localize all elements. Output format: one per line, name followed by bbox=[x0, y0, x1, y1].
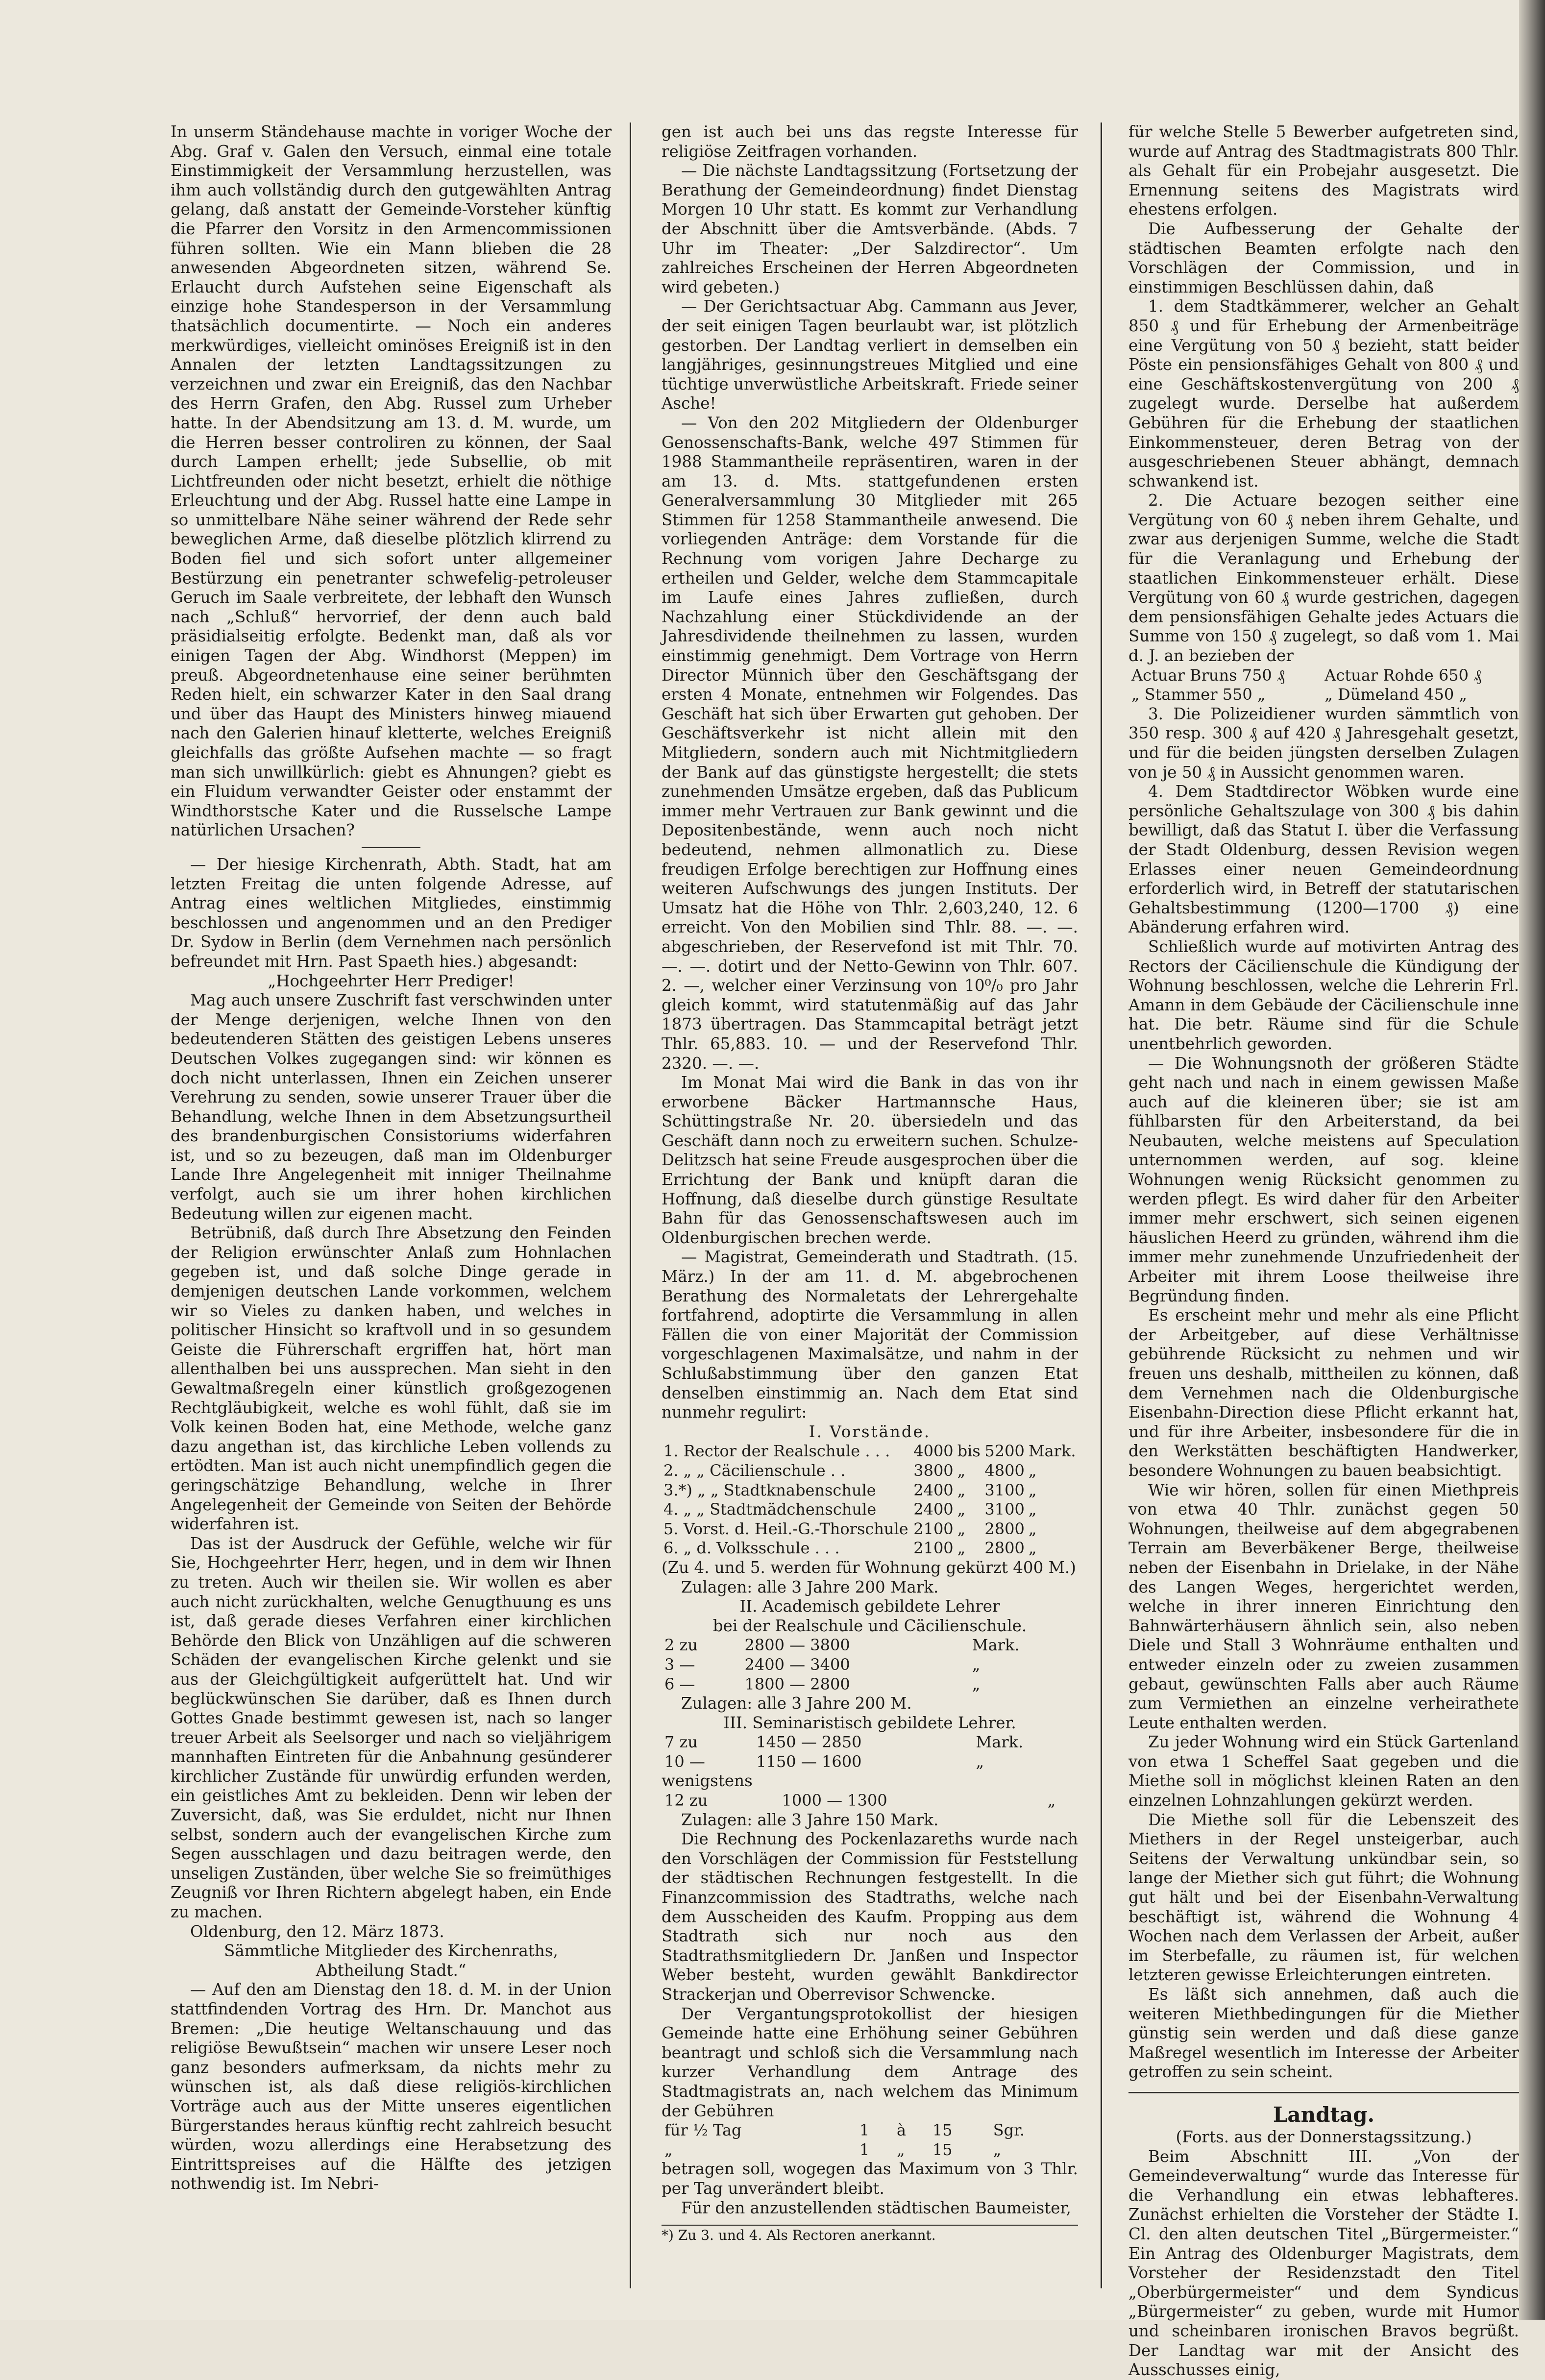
column-rule bbox=[1101, 123, 1102, 2288]
salary-row bbox=[662, 1500, 1078, 1520]
column-rule bbox=[630, 123, 631, 2288]
article-landtagssitzung: — Die nächste Landtagssitzung (Fortsetzung der Berathung der Gemeindeordnung) findet Dienstag Morgen 10 Uhr statt. Es kommt zur Verhandlung der Abschnitt über die Amtsverbände. (Abds. 7 Uhr im Theater: „Der Salzdirector“. Um zahlreiches Erscheinen der Herren Abgeordneten wird gebeten.) bbox=[662, 161, 1078, 296]
salary-row-cell: „ bbox=[1028, 1500, 1037, 1519]
salary-row-cell: 2400 bbox=[913, 1500, 954, 1519]
section-rule bbox=[1128, 2092, 1519, 2093]
salary-row-cell: Mark. bbox=[972, 1636, 1020, 1655]
salary-row-cell: 4000 bbox=[913, 1442, 954, 1461]
salary-table-academic bbox=[662, 1636, 1078, 1694]
salary-row-cell: 2800 bbox=[984, 1519, 1025, 1538]
table-zulagen-2: Zulagen: alle 3 Jahre 200 M. bbox=[681, 1694, 912, 1713]
salary-row-cell: „ bbox=[957, 1519, 966, 1538]
article-wohnungsnoth-2: Es erscheint mehr und mehr als eine Pflicht der Arbeitgeber, auf diese Verhältnisse gebührende Rücksicht zu nehmen und wir freuen uns deshalb, mittheilen zu können, daß dem Vernehmen nach die Oldenburgische Eisenbahn-Direction diese Pflicht erkannt hat, und für ihre Arbeiter, insbesondere für die in den Werkstätten beschäftigten Handwerker, besondere Wohnungen zu bauen beabsichtigt. bbox=[1128, 1306, 1519, 1480]
article-landtag-anecdote: In unserm Ständehause machte in voriger Woche der Abg. Graf v. Galen den Versuch, einmal eine totale Einstimmigkeit der Versammlung herzustellen, was ihm auch vollständig durch den gutgewählten Antrag gelang, daß anstatt der Gemeinde-Vorsteher künftig die Pfarrer den Vorsitz in den Armencommissionen führen sollten. Wie ein Mann blieben die 28 anwesenden Abgeordneten sitzen, während Se. Erlaucht durch Aufstehen seine Eigenschaft als einzige hohe Standesperson in der Versammlung thatsächlich documentirte. — Noch ein anderes merkwürdiges, vielleicht ominöses Ereigniß ist in den Annalen der letzten Landtagssitzungen zu verzeichnen und zwar ein Ereigniß, das den Nachbar des Herrn Grafen, den Abg. Russel zum Urheber hatte. In der Abendsitzung am 13. d. M. wurde, um die Herren besser controliren zu können, der Saal durch Lampen erhellt; jede Subsellie, ob mit Lichtfreunden oder nicht besetzt, erhielt die nöthige Erleuchtung und der Abg. Russel hatte eine Lampe in so unmittelbare Nähe seiner während der Rede sehr beweglichen Arme, daß dieselbe plötzlich klirrend zu Boden fiel und sich sofort unter allgemeiner Bestürzung ein penetranter schwefelig-petroleuser Geruch im Saale verbreitete, der lebhaft den Wunsch nach „Schluß“ hervorrief, der denn auch bald präsidialseitig erfolgte. Bedenkt man, daß als vor einigen Tagen der Abg. Windhorst (Meppen) im preuß. Abgeordnetenhause eine seiner berühmten Reden hielt, ein schwarzer Kater in den Saal drang und über das Haupt des Ministers hinweg miauend nach den Galerien hinauf kletterte, welches Ereigniß gleichfalls das größte Aufsehen machte — so fragt man sich unwillkürlich: giebt es Ahnungen? giebt es ein Fluidum verwandter Geister oder enstammt der Windthorstsche Kater und die Russelsche Lampe natürlichen Ursachen? bbox=[171, 123, 612, 840]
address-paragraph-3: Das ist der Ausdruck der Gefühle, welche wir für Sie, Hochgeehrter Herr, hegen, und in dem wir Ihnen zu treten. Auch wir theilen sie. Wir wollen es aber auch nicht zurückhalten, welche Genugthuung es uns ist, daß gerade dieses Verfahren einer kirchlichen Behörde den Blick von Unzähligen auf die schweren Schäden der evangelischen Kirche gelenkt und sie aus der Gleichgültigkeit aufgerüttelt hat. Und wir beglückwünschen Sie darüber, daß es Ihnen durch Gottes Gnade bestimmt gewesen ist, nach so langer treuer Arbeit als Seelsorger und nach so vieljährigem mannhaften Eintreten für die Anbahnung gesünderer kirchlicher Zustände für unwürdig erfunden werden, ein geistliches Amt zu bekleiden. Denn wir leben der Zuversicht, daß, was Sie erduldet, nicht nur Ihnen selbst, sondern auch der evangelischen Kirche zum Segen ausschlagen und dazu beitragen werde, den unseligen Zuständen, über welche Sie so freimüthiges Zeugniß vor Ihren Richtern abgelegt haben, ein Ende zu machen. bbox=[171, 1534, 612, 1922]
fee-row-cell: à bbox=[896, 2121, 907, 2140]
salary-row-cell: 12 zu bbox=[664, 1791, 708, 1810]
address-paragraph-1: Mag auch unsere Zuschrift fast verschwinden unter der Menge derjenigen, welche Ihnen von den bedeutenderen Stätten des geistigen Lebens unseres Deutschen Volkes zugegangen sind: wir können es doch nicht unterlassen, Ihnen ein Zeichen unserer Verehrung zu senden, sowie unserer Trauer über die Behandlung, welche Ihnen in dem Absetzungsurtheil des brandenburgischen Consistoriums widerfahren ist, und so zu bezeugen, daß man im Oldenburger Lande Ihre Angelegenheit mit inniger Theilnahme verfolgt, auch sie um ihrer hohen kirchlichen Bedeutung willen zur eigenen macht. bbox=[171, 991, 612, 1223]
article-landtag: Beim Abschnitt III. „Von der Gemeindeverwaltung“ wurde das Interesse für die Verhandlung ein etwas lebhafteres. Zunächst erhielten die Vorsteher der Städte I. Cl. den alten deutschen Titel „Bürgermeister.“ Ein Antrag des Oldenburger Magistrats, dem Vorsteher der Residenzstadt den Titel „Oberbürgermeister“ und dem Syndicus „Bürgermeister“ zu geben, wurde mit Humor und scheinbaren ironischen Bravos begrüßt. Der Landtag war mit der Ansicht des Ausschusses einig, bbox=[1128, 2147, 1519, 2380]
salary-row-cell: „ bbox=[976, 1752, 984, 1771]
salary-row-cell: „ bbox=[957, 1461, 966, 1480]
salary-row bbox=[662, 1752, 1078, 1772]
salary-row-cell: 3800 bbox=[913, 1461, 954, 1480]
article-baumeister-cont: für welche Stelle 5 Bewerber aufgetreten sind, wurde auf Antrag des Stadtmagistrats 800 Thlr. als Gehalt für ein Probejahr ausgesetzt. Die Ernennung seitens des Magistrats wird ehestens erfolgen. bbox=[1128, 123, 1519, 219]
salary-row-cell: 7 zu bbox=[664, 1733, 698, 1752]
address-date: Oldenburg, den 12. März 1873. bbox=[190, 1922, 444, 1941]
salary-row-cell: 5200 bbox=[984, 1442, 1025, 1461]
article-magistrat: — Magistrat, Gemeinderath und Stadtrath. (15. März.) In der am 11. d. M. abgebrochenen Berathung des Normaletats der Lehrergehalte fortfahrend, adoptirte die Versammlung in allen Fällen die von einer Majorität der Commission vorgeschlagenen Maximalsätze, und nahm in der Schlußabstimmung über den ganzen Etat denselben einstimmig an. Nach dem Etat sind nunmehr regulirt: bbox=[662, 1248, 1078, 1422]
column-2 bbox=[662, 123, 1078, 2288]
salary-row-cell: 1. Rector der Realschule . . . bbox=[663, 1442, 890, 1461]
salary-row-cell: „ bbox=[1028, 1480, 1037, 1499]
salary-row-cell: „ bbox=[972, 1655, 981, 1674]
salary-row bbox=[662, 1539, 1078, 1558]
salary-row-cell: „ bbox=[1028, 1461, 1037, 1480]
fee-row-cell: für ½ Tag bbox=[664, 2121, 742, 2140]
article-cammann: — Der Gerichtsactuar Abg. Cammann aus Jever, der seit einigen Tagen beurlaubt war, ist plötzlich gestorben. Der Landtag verliert in demselben ein langjähriges, gesinnungstreues Mitglied und eine tüchtige unverwüstliche Arbeitskraft. Friede seiner Asche! bbox=[662, 297, 1078, 413]
fee-row-cell: „ bbox=[993, 2140, 1002, 2159]
actuar-row-cell: „ Dümeland 450 „ bbox=[1324, 685, 1467, 704]
address-signature: Sämmtliche Mitglieder des Kirchenraths, bbox=[224, 1941, 558, 1961]
salary-row-cell: 2400 bbox=[913, 1480, 954, 1499]
fee-row-cell: „ bbox=[664, 2140, 673, 2159]
address-signature-dept: Abtheilung Stadt.“ bbox=[316, 1961, 466, 1980]
salary-row bbox=[662, 1733, 1078, 1752]
fee-row-cell: 15 bbox=[932, 2140, 953, 2159]
actuar-row-cell: Actuar Bruns 750 ₰ bbox=[1131, 665, 1285, 685]
article-genossenschaftsbank: — Von den 202 Mitgliedern der Oldenburger Genossenschafts-Bank, welche 497 Stimmen für 1988 Stammantheile repräsentiren, waren in der am 13. d. Mts. stattgefundenen ersten Generalversammlung 30 Mitglieder mit 265 Stimmen für 1258 Stammantheile anwesend. Die vorliegenden Anträge: dem Vorstande für die Rechnung vom vorigen Jahre Decharge zu ertheilen und Gelder, welche dem Stammcapitale im Laufe eines Jahres zufließen, durch Nachzahlung einer Stückdividende an der Jahresdividende theilnehmen zu lassen, wurden einstimmig genehmigt. Dem Vortrage von Herrn Director Münnich über den Geschäftsgang der ersten 4 Monate, entnehmen wir Folgendes. Das Geschäft hat sich über Erwarten gut gehoben. Der Geschäftsverkehr ist nicht allein mit den Mitgliedern, sondern auch mit Nichtmitgliedern der Bank auf das günstigste hergestellt; die stets zunehmenden Umsätze ergeben, daß das Publicum immer mehr Vertrauen zur Bank gewinnt und die Depositenbestände, wenn auch noch nicht bedeutend, nehmen allmonatlich zu. Diese freudigen Erfolge berechtigen zur Hoffnung eines weiteren Aufschwungs des jungen Instituts. Der Umsatz hat die Höhe von Thlr. 2,603,240, 12. 6 erreicht. Von den Mobilien sind Thlr. 88. —. —. abgeschrieben, der Reservefond ist mit Thlr. 70. —. —. dotirt und der Netto-Gewinn von Thlr. 607. 2. —, welcher einer Verzinsung von 10⁰/₀ pro Jahr gleich kommt, wird statutenmäßig auf das Jahr 1873 übertragen. Das Stammcapital beträgt jetzt Thlr. 65,883. 10. — und der Reservefond Thlr. 2320. —. —. bbox=[662, 413, 1078, 1073]
article-wohnungsnoth-4: Zu jeder Wohnung wird ein Stück Gartenland von etwa 1 Scheffel Saat gegeben und die Miethe soll in möglichst kleinen Raten an den einzelnen Lohnzahlungen gekürzt werden. bbox=[1128, 1733, 1519, 1810]
table-note: (Zu 4. und 5. werden für Wohnung gekürzt 400 M.) bbox=[662, 1558, 1076, 1577]
article-wohnungsnoth-6: Es läßt sich annehmen, daß auch die weiteren Miethbedingungen für die Miether günstig sein werden und daß diese ganze Maßregel wesentlich im Interesse der Arbeiter getroffen zu sein scheint. bbox=[1128, 1985, 1519, 2082]
column-1 bbox=[171, 123, 612, 2288]
salary-row-cell: 1150 — 1600 bbox=[756, 1752, 862, 1771]
salary-row-cell: „ bbox=[972, 1674, 981, 1693]
gehalte-item-1: 1. dem Stadtkämmerer, welcher an Gehalt 850 ₰ und für Erhebung der Armenbeiträge eine Vergütung von 50 ₰ bezieht, statt beider Pöste ein pensionsfähiges Gehalt von 800 ₰ und eine Geschäftskostenvergütung von 200 ₰ zugelegt wurde. Derselbe hat außerdem Gebühren für die Erhebung der staatlichen Einkommensteuer, deren Betrag von der ausgeschriebenen Steuer abhängt, demnach schwankend ist. bbox=[1128, 297, 1519, 491]
salary-row-cell: 1000 — 1300 bbox=[782, 1791, 887, 1810]
footnote: *) Zu 3. und 4. Als Rectoren anerkannt. bbox=[662, 2225, 1078, 2243]
article-wohnungsnoth: — Die Wohnungsnoth der größeren Städte geht nach und nach in einem gewissen Maße auch auf die kleineren über; sie ist am fühlbarsten für den Arbeiterstand, da bei Neubauten, welche meistens auf Speculation unternommen werden, auf sog. kleine Wohnungen wenig Rücksicht genommen zu werden pflegt. Es wird daher für den Arbeiter immer mehr erschwert, sich seinen eigenen häuslichen Heerd zu gründen, während ihm die immer mehr zunehmende Unzufriedenheit der Arbeiter mit ihrem Loose theilweise ihre Begründung finden. bbox=[1128, 1054, 1519, 1305]
address-salutation: „Hochgeehrter Herr Prediger! bbox=[268, 971, 515, 990]
section-heading-seminar: III. Seminaristisch gebildete Lehrer. bbox=[723, 1713, 1016, 1732]
salary-row-cell: 2100 bbox=[913, 1519, 954, 1538]
article-kirchenrath: — Der hiesige Kirchenrath, Abth. Stadt, hat am letzten Freitag die unten folgende Adresse, auf Antrag eines weltlichen Mitgliedes, einstimmig beschlossen und angenommen und an den Prediger Dr. Sydow in Berlin (dem Vernehmen nach persönlich befreundet mit Hrn. Past Spaeth hies.) abgesandt: bbox=[171, 855, 612, 971]
fee-row-cell: „ bbox=[896, 2140, 905, 2159]
article-wohnungsnoth-3: Wie wir hören, sollen für einen Miethpreis von etwa 40 Thlr. zunächst gegen 50 Wohnungen, theilweise auf dem abgegrabenen Terrain am Beverbäkener Berge, theilweise neben der Eisenbahn in Drielake, in der Nähe des Langen Weges, hergerichtet werden, welche in ihrer inneren Einrichtung den Bahnwärterhäusern ähnlich sein, also neben Diele und Stall 3 Wohnräume enthalten und entweder einzeln oder zu zweien zusammen gebaut, gewünschten Falls aber auch Räume zum Vermiethen an einzelne verheirathete Leute enthalten werden. bbox=[1128, 1480, 1519, 1732]
gehalte-item-3: 3. Die Polizeidiener wurden sämmtlich von 350 resp. 300 ₰ auf 420 ₰ Jahresgehalt gesetzt, und für die beiden jüngsten derselben Zulagen von je 50 ₰ in Aussicht genommen waren. bbox=[1128, 704, 1519, 782]
salary-row bbox=[662, 1655, 1078, 1675]
salary-row bbox=[662, 1442, 1078, 1461]
salary-row-cell: 1450 — 2850 bbox=[756, 1733, 862, 1752]
fee-row bbox=[662, 2140, 1078, 2160]
article-gehalte: Die Aufbesserung der Gehalte der städtischen Beamten erfolgte nach den Vorschlägen der Commission, und in einstimmigen Beschlüssen dahin, daß bbox=[1128, 219, 1519, 296]
salary-table-seminar-min bbox=[662, 1791, 1078, 1811]
article-vergantung: Der Vergantungsprotokollist der hiesigen Gemeinde hatte eine Erhöhung seiner Gebühren beantragt und schloß sich die Versammlung nach kurzer Verhandlung dem Antrage des Stadtmagistrats an, nach welchem das Minimum der Gebühren bbox=[662, 2004, 1078, 2120]
actuar-row bbox=[1128, 685, 1519, 705]
article-vergantung-end: betragen soll, wogegen das Maximum von 3 Thlr. per Tag unverändert bleibt. bbox=[662, 2159, 1078, 2198]
salary-row-cell: „ bbox=[1028, 1519, 1037, 1538]
article-caecilienschule: Schließlich wurde auf motivirten Antrag des Rectors der Cäcilienschule die Kündigung der Wohnung beschlossen, welche die Lehrerin Frl. Amann in dem Gebäude der Cäcilienschule inne hat. Die betr. Räume sind für die Schule unentbehrlich geworden. bbox=[1128, 937, 1519, 1053]
salary-row-cell: 2400 — 3400 bbox=[744, 1655, 850, 1674]
page-edge bbox=[1519, 0, 1545, 2320]
salary-row bbox=[662, 1461, 1078, 1481]
salary-row-cell: 6 — bbox=[664, 1674, 695, 1693]
salary-row-cell: 4800 bbox=[984, 1461, 1025, 1480]
salary-row-cell: „ bbox=[1047, 1791, 1056, 1810]
salary-row-cell: 1800 — 2800 bbox=[744, 1674, 850, 1693]
gehalte-item-2: 2. Die Actuare bezogen seither eine Vergütung von 60 ₰ neben ihrem Gehalte, und zwar aus derjenigen Summe, welche die Stadt für die Veranlagung und Erhebung der staatlichen Einkommensteuer erhält. Diese Vergütung von 60 ₰ wurde gestrichen, dagegen dem pensionsfähigen Gehalte jedes Actuars die Summe von 150 ₰ zugelegt, so daß vom 1. Mai d. J. an bezieben der bbox=[1128, 491, 1519, 665]
salary-row bbox=[662, 1675, 1078, 1694]
actuar-table bbox=[1128, 666, 1519, 705]
salary-row-cell: 3.*) „ „ Stadtknabenschule bbox=[663, 1480, 876, 1499]
salary-row-cell: „ bbox=[957, 1539, 966, 1558]
salary-table-seminar bbox=[662, 1733, 1078, 1771]
fee-row-cell: 15 bbox=[932, 2121, 953, 2140]
salary-row-cell: „ bbox=[957, 1500, 966, 1519]
salary-row bbox=[662, 1791, 1078, 1811]
salary-row-cell: „ bbox=[957, 1480, 966, 1499]
actuar-row bbox=[1128, 666, 1519, 686]
fee-row-cell: 1 bbox=[859, 2140, 870, 2159]
table-zulagen-1: Zulagen: alle 3 Jahre 200 Mark. bbox=[681, 1577, 939, 1596]
salary-row-cell: 2800 — 3800 bbox=[744, 1636, 850, 1655]
actuar-row-cell: „ Stammer 550 „ bbox=[1131, 685, 1266, 704]
salary-row bbox=[662, 1520, 1078, 1539]
salary-row-cell: 10 — bbox=[664, 1752, 705, 1771]
fee-table bbox=[662, 2121, 1078, 2159]
salary-row-cell: 2800 bbox=[984, 1539, 1025, 1558]
salary-row-cell: 3100 bbox=[984, 1500, 1025, 1519]
salary-row-cell: Mark. bbox=[1028, 1442, 1076, 1461]
article-vortrag: — Auf den am Dienstag den 18. d. M. in der Union stattfindenden Vortrag des Hrn. Dr. Manchot aus Bremen: „Die heutige Weltanschauung und das religiöse Bewußtsein“ machen wir unsere Leser noch ganz besonders aufmerksam, da nichts mehr zu wünschen ist, als daß diese religiös-kirchlichen Vorträge auch aus der Mitte unseres eigentlichen Bürgerstandes heraus künftig recht zahlreich besucht würden, wozu allerdings eine Herabsetzung des Eintrittspreises auf die Hälfte des jetzigen nothwendig ist. Im Nebri- bbox=[171, 1980, 612, 2193]
section-heading-vorstaende: I. Vorstände. bbox=[809, 1422, 931, 1441]
salary-row-cell: 6. „ d. Volksschule . . . bbox=[663, 1539, 840, 1558]
section-subtitle-landtag: (Forts. aus der Donnerstagssitzung.) bbox=[1176, 2127, 1472, 2146]
gehalte-item-4: 4. Dem Stadtdirector Wöbken wurde eine persönliche Gehaltszulage von 300 ₰ bis dahin bewilligt, daß das Statut I. über die Verfassung der Stadt Oldenburg, dessen Revision wegen Erlasses einer neuen Gemeindeordnung erforderlich wird, in Betreff der statutarischen Gehaltsbestimmung (1200—1700 ₰) eine Abänderung erfahren wird. bbox=[1128, 782, 1519, 937]
salary-row-cell: bis bbox=[957, 1442, 981, 1461]
fee-row bbox=[662, 2121, 1078, 2140]
article-separator bbox=[362, 847, 420, 848]
section-title-landtag: Landtag. bbox=[1273, 2102, 1375, 2127]
article-bank-move: Im Monat Mai wird die Bank in das von ihr erworbene Bäcker Hartmannsche Haus, Schüttingstraße Nr. 20. übersiedeln und das Geschäft dann noch zu erweitern suchen. Schulze-Delitzsch hat seine Freude ausgesprochen über die Errichtung der Bank und knüpft daran die Hoffnung, daß dieselbe durch günstige Resultate Bahn für das Genossenschaftswesen auch im Oldenburgischen brechen werde. bbox=[662, 1073, 1078, 1247]
salary-row-cell: 2100 bbox=[913, 1539, 954, 1558]
salary-row-cell: „ bbox=[1028, 1539, 1037, 1558]
actuar-row-cell: Actuar Rohde 650 ₰ bbox=[1324, 665, 1482, 685]
salary-row-cell: Mark. bbox=[976, 1733, 1024, 1752]
salary-row bbox=[662, 1636, 1078, 1655]
salary-table-vorstaende bbox=[662, 1442, 1078, 1558]
column-3 bbox=[1128, 123, 1519, 2380]
salary-row-cell: 3 — bbox=[664, 1655, 695, 1674]
address-paragraph-2: Betrübniß, daß durch Ihre Absetzung den Feinden der Religion erwünschter Anlaß zum Hohnlachen gegeben ist, und daß solche Dinge gerade in demjenigen deutschen Lande vorkommen, welchem wir so Vieles zu danken haben, und welches in politischer Hinsicht so kraftvoll und in so gesundem Geiste die Führerschaft ergriffen hat, hört man allenthalben bei uns aussprechen. Man sieht in den Gewaltmaßregeln einer künstlich großgezogenen Rechtgläubigkeit, welche es wohl fühlt, daß sie im Volk keinen Boden hat, eine Methode, welche ganz dazu angethan ist, das kirchliche Leben vollends zu ertödten. Man ist auch nicht unempfindlich gegen die geringschätzige Behandlung, welche in Ihrer Angelegenheit der Gemeinde von Seiten der Behörde widerfahren ist. bbox=[171, 1224, 612, 1534]
salary-row-cell: 2. „ „ Cäcilienschule . . bbox=[663, 1461, 846, 1480]
salary-row-cell: 5. Vorst. d. Heil.-G.-Thorschule bbox=[663, 1519, 908, 1538]
article-pockenlazareth: Die Rechnung des Pockenlazareths wurde nach den Vorschlägen der Commission für Feststellung der städtischen Rechnungen festgestellt. In die Finanzcommission des Stadtraths, welche nach dem Ausscheiden des Kaufm. Propping aus dem Stadtrath sich nur noch aus den Stadtrathsmitgliedern Dr. Janßen und Inspector Weber besteht, wurden gewählt Bankdirector Strackerjan und Oberrevisor Schwencke. bbox=[662, 1830, 1078, 2004]
section-heading-academic: II. Academisch gebildete Lehrer bbox=[739, 1597, 1000, 1616]
salary-row-cell: 2 zu bbox=[664, 1636, 698, 1655]
article-baumeister: Für den anzustellenden städtischen Baumeister, bbox=[681, 2198, 1071, 2217]
salary-row-cell: 4. „ „ Stadtmädchenschule bbox=[663, 1500, 877, 1519]
fee-row-cell: Sgr. bbox=[993, 2121, 1025, 2140]
salary-row-cell: 3100 bbox=[984, 1480, 1025, 1499]
article-wohnungsnoth-5: Die Miethe soll für die Lebenszeit des Miethers in der Regel unsteigerbar, auch Seitens der Verwaltung unkündbar sein, so lange der Miether sich gut führt; die Wohnung gut hält und bei der Eisenbahn-Verwaltung beschäftigt ist, während die Wohnung 4 Wochen nach dem Verlassen der Arbeit, außer im Sterbefalle, zu räumen ist, für welchen letzteren gewisse Erleichterungen eintreten. bbox=[1128, 1810, 1519, 1985]
section-subheading-academic: bei der Realschule und Cäcilienschule. bbox=[712, 1616, 1027, 1635]
fee-row-cell: 1 bbox=[859, 2121, 870, 2140]
salary-row bbox=[662, 1481, 1078, 1500]
table-wenigstens: wenigstens bbox=[662, 1771, 753, 1791]
article-continuation: gen ist auch bei uns das regste Interesse für religiöse Zeitfragen vorhanden. bbox=[662, 123, 1078, 161]
table-zulagen-3: Zulagen: alle 3 Jahre 150 Mark. bbox=[681, 1810, 939, 1829]
